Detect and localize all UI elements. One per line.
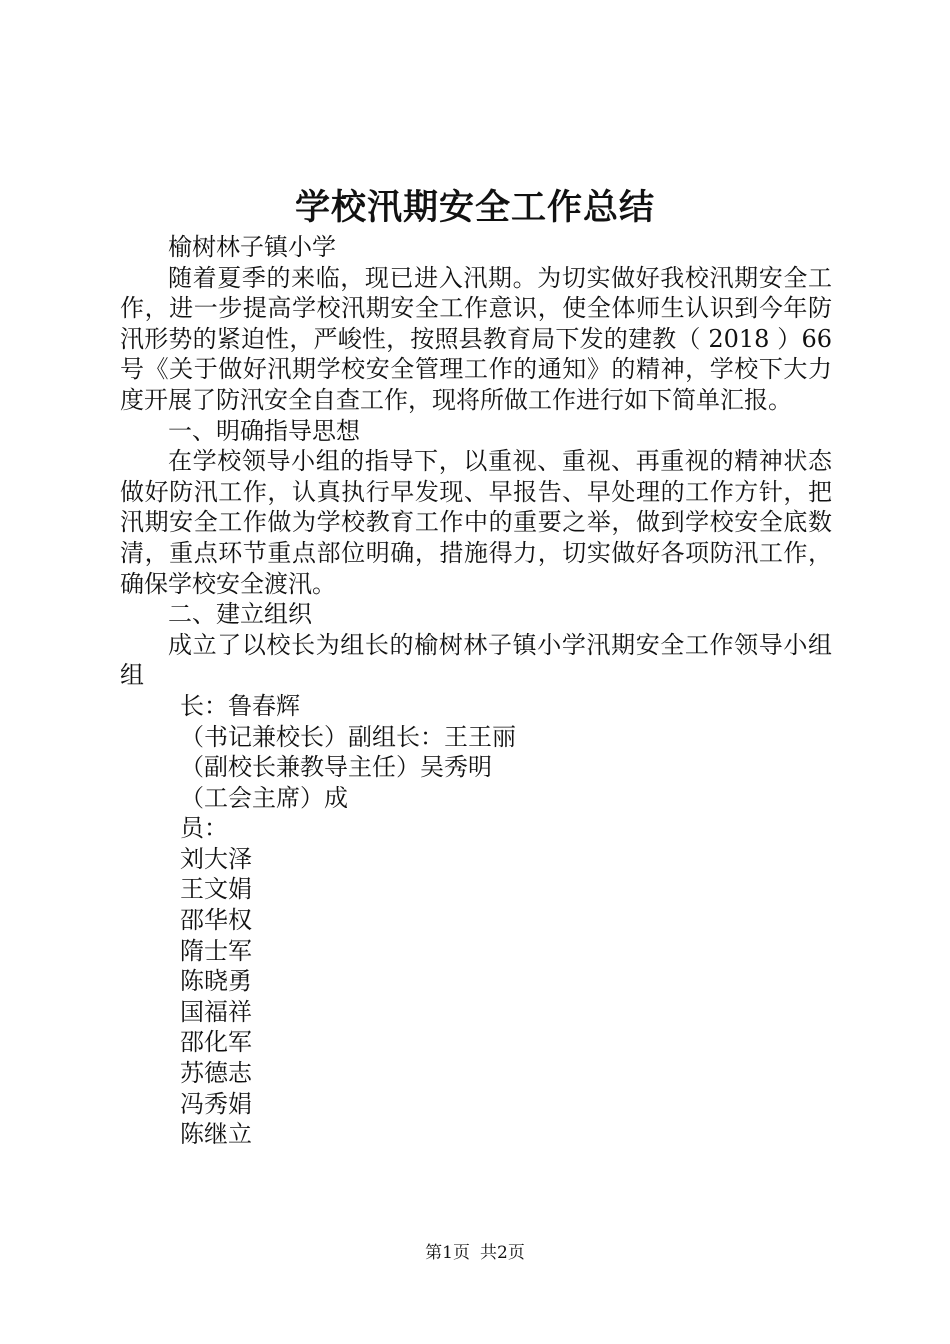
member-name: 邵化军 [180, 1028, 252, 1057]
page-total: 共2页 [480, 1243, 525, 1263]
document-title: 学校汛期安全工作总结 [294, 187, 655, 228]
member-name: 陈继立 [180, 1120, 252, 1149]
org-line: （工会主席）成 [180, 783, 348, 812]
org-line: （书记兼校长）副组长：王王丽 [180, 722, 516, 751]
member-name: 刘大泽 [180, 844, 252, 873]
member-name: 国福祥 [180, 997, 252, 1026]
member-name: 邵华权 [180, 906, 252, 935]
org-line: （副校长兼教导主任）吴秀明 [180, 753, 492, 782]
section-1-paragraph: 在学校领导小组的指导下，以重视、重视、再重视的精神状态做好防汛工作，认真执行早发现、早报告、早处理的工作方针，把汛期安全工作做为学校教育工作中的重要之举，做到学校安全底数清，重点环节重点部位明确，措施得力，切实做好各项防汛工作，确保学校安全渡汛。 [120, 447, 832, 598]
section-heading-2: 二、建立组织 [168, 600, 312, 629]
org-line: 长：鲁春辉 [180, 691, 300, 720]
org-line: 员： [180, 814, 228, 843]
intro-paragraph: 随着夏季的来临，现已进入汛期。为切实做好我校汛期安全工作，进一步提高学校汛期安全工作意识，使全体师生认识到今年防汛形势的紧迫性，严峻性，按照县教育局下发的建教（ 2018 ）66 号《关于做好汛期学校安全管理工作的通知》的精神，学校下大力度开展了防汛安全自查工作，现将所做工作进行如下简单汇报。 [120, 263, 832, 414]
member-name: 冯秀娟 [180, 1089, 252, 1118]
member-name: 王文娟 [180, 875, 252, 904]
section-heading-1: 一、明确指导思想 [168, 416, 360, 445]
member-name: 隋士军 [180, 936, 252, 965]
section-2-paragraph: 成立了以校长为组长的榆树林子镇小学汛期安全工作领导小组组 [120, 630, 832, 690]
document-body [120, 232, 832, 1150]
school-name: 榆树林子镇小学 [168, 233, 336, 261]
page-number: 第1页 [425, 1243, 470, 1263]
member-name: 苏德志 [180, 1059, 252, 1088]
member-list [120, 844, 832, 1150]
member-name: 陈晓勇 [180, 967, 252, 996]
org-structure [120, 691, 832, 844]
page-footer [0, 1240, 950, 1266]
